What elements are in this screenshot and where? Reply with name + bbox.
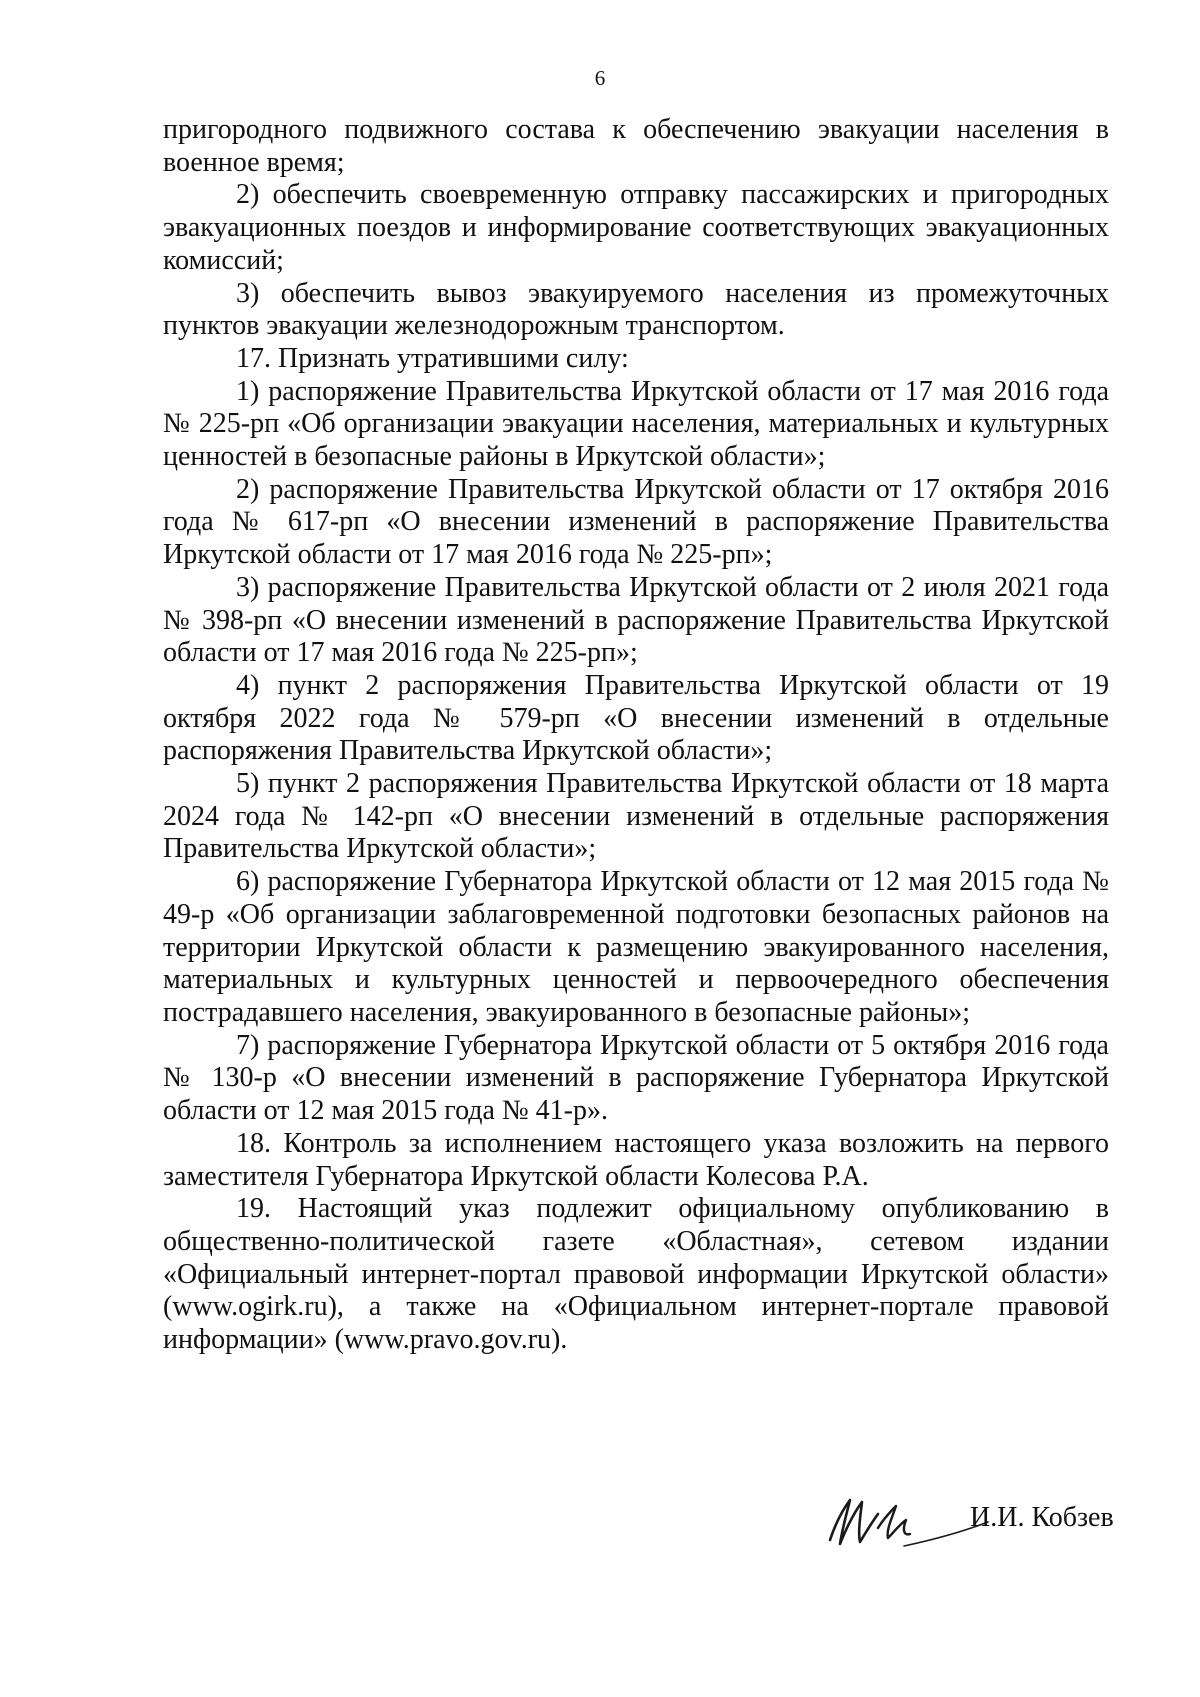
paragraph-17-item-2: 2) распоряжение Правительства Иркутской области от 17 октября 2016 года № 617-рп «О внесении изменений в распоряжение Правительства Иркутской области от 17 мая 2016 года № 225-рп»; xyxy=(163,473,1109,571)
signature-block xyxy=(822,1488,1122,1578)
handwritten-signature-icon xyxy=(822,1488,992,1558)
paragraph-item-3: 3) обеспечить вывоз эвакуируемого населения из промежуточных пунктов эвакуации железнодорожным транспортом. xyxy=(163,277,1109,342)
paragraph-19: 19. Настоящий указ подлежит официальному опубликованию в общественно-политической газете «Областная», сетевом издании «Официальный интернет-портал правовой информации Иркутской области» (www.ogirk.ru), а также на «Официальном интернет-портале правовой информации» (www.pravo.gov.ru). xyxy=(163,1193,1109,1356)
paragraph-18: 18. Контроль за исполнением настоящего указа возложить на первого заместителя Губернатора Иркутской области Колесова Р.А. xyxy=(163,1127,1109,1192)
paragraph-17-item-3: 3) распоряжение Правительства Иркутской области от 2 июля 2021 года № 398-рп «О внесении изменений в распоряжение Правительства Иркутской области от 17 мая 2016 года № 225-рп»; xyxy=(163,571,1109,669)
document-body xyxy=(163,114,1109,1357)
page-number: 6 xyxy=(594,66,606,90)
paragraph-17-item-5: 5) пункт 2 распоряжения Правительства Иркутской области от 18 марта 2024 года № 142-рп «О внесении изменений в отдельные распоряжения Правительства Иркутской области»; xyxy=(163,768,1109,865)
signer-name: И.И. Кобзев xyxy=(970,1502,1114,1533)
paragraph-17-item-4: 4) пункт 2 распоряжения Правительства Иркутской области от 19 октября 2022 года № 579-рп «О внесении изменений в отдельные распоряжения Правительства Иркутской области»; xyxy=(163,669,1109,767)
paragraph-continuation: пригородного подвижного состава к обеспечению эвакуации населения в военное время; xyxy=(163,114,1109,178)
paragraph-17: 17. Признать утратившими силу: xyxy=(236,342,629,374)
paragraph-17-item-6: 6) распоряжение Губернатора Иркутской области от 12 мая 2015 года № 49-р «Об организации заблаговременной подготовки безопасных районов на территории Иркутской области к размещению эвакуированного населения, материальных и культурных ценностей и первоочередного обеспечения пострадавшего населения, эвакуированного в безопасные районы»; xyxy=(163,866,1109,1028)
paragraph-17-item-1: 1) распоряжение Правительства Иркутской области от 17 мая 2016 года № 225-рп «Об организации эвакуации населения, материальных и культурных ценностей в безопасные районы в Иркутской области»; xyxy=(163,375,1109,473)
paragraph-17-item-7: 7) распоряжение Губернатора Иркутской области от 5 октября 2016 года № 130-р «О внесении изменений в распоряжение Губернатора Иркутской области от 12 мая 2015 года № 41-р». xyxy=(163,1029,1109,1127)
paragraph-item-2: 2) обеспечить своевременную отправку пассажирских и пригородных эвакуационных поездов и информирование соответствующих эвакуационных комиссий; xyxy=(163,179,1109,276)
